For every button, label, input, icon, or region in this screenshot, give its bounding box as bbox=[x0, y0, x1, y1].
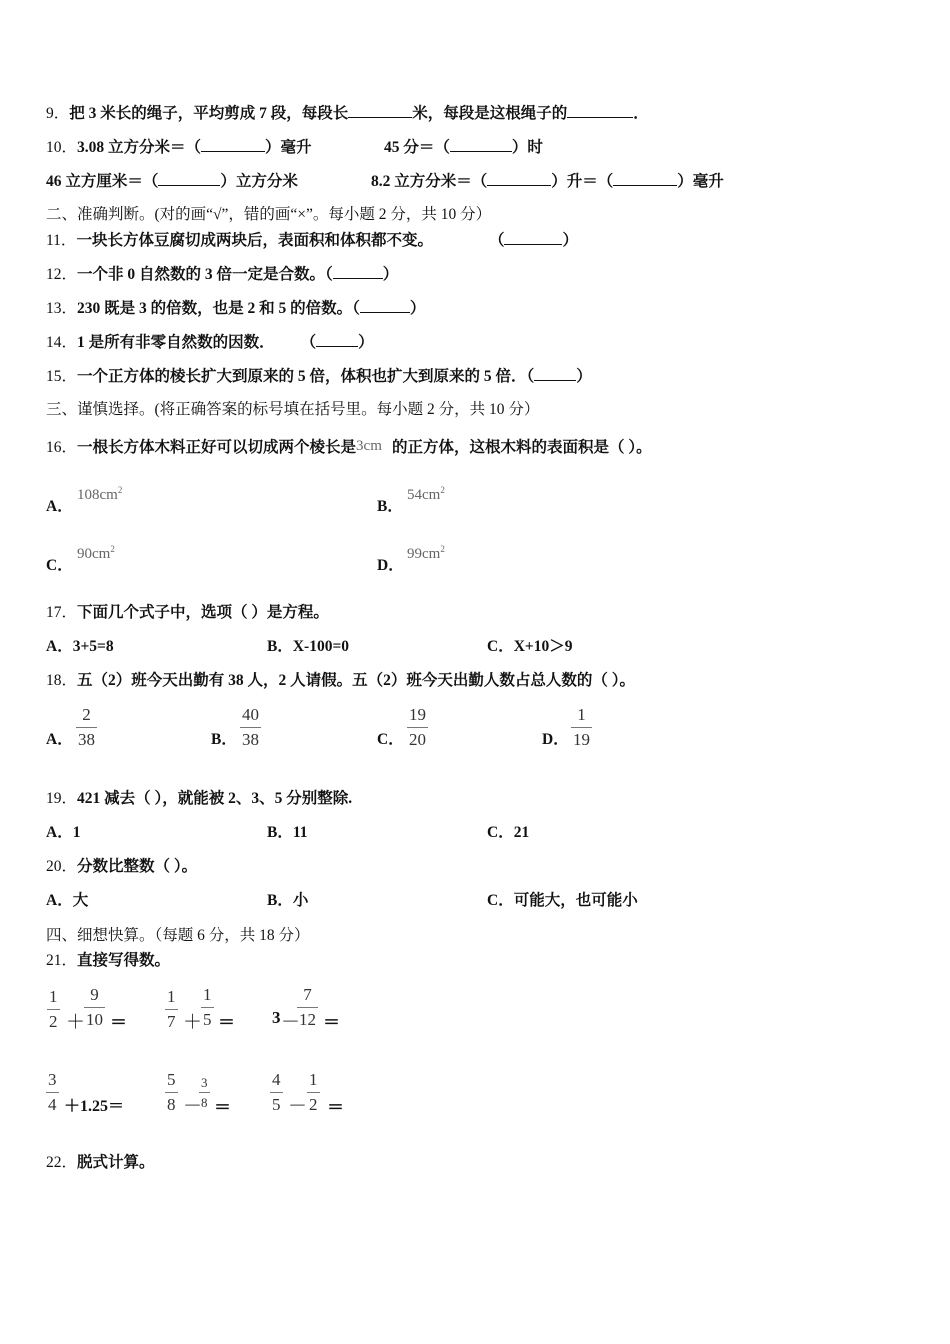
q16-option-d[interactable]: D． bbox=[377, 557, 404, 574]
section-2-heading: 二、准确判断。(对的画“√”，错的画“×”。每小题 2 分，共 10 分） bbox=[46, 206, 492, 223]
answer-blank[interactable] bbox=[613, 171, 677, 186]
e3-op: － bbox=[281, 1011, 301, 1033]
question-12: 12．一个非 0 自然数的 3 倍一定是合数。（ ） bbox=[46, 266, 399, 283]
section-4-heading: 四、细想快算。（每题 6 分，共 18 分） bbox=[46, 927, 310, 944]
question-22: 22．脱式计算。 bbox=[46, 1154, 155, 1171]
e6-frac2: 1 2 bbox=[309, 1070, 318, 1114]
e3-eq: ＝ bbox=[323, 1013, 340, 1032]
e6-op: － bbox=[288, 1095, 308, 1117]
q19-option-a[interactable]: A．1 bbox=[46, 824, 81, 841]
q19-option-c[interactable]: C．21 bbox=[487, 824, 530, 841]
q18-option-c-fraction: 19 20 bbox=[409, 705, 426, 749]
answer-blank[interactable] bbox=[158, 171, 220, 186]
question-14: 14．1 是所有非零自然数的因数． （ ） bbox=[46, 334, 374, 351]
question-16: 16．一根长方体木料正好可以切成两个棱长是 3cm 的正方体，这根木料的表面积是（ ）。 bbox=[46, 438, 652, 456]
q18-option-d[interactable]: D． bbox=[542, 731, 569, 748]
q17-option-a[interactable]: A．3+5=8 bbox=[46, 638, 114, 655]
e3-whole: 3 bbox=[272, 1008, 281, 1027]
e1-op: ＋ bbox=[66, 1011, 86, 1033]
q17-option-c[interactable]: C．X+10＞9 bbox=[487, 638, 573, 655]
question-18: 18．五（2）班今天出勤有 38 人，2 人请假。五（2）班今天出勤人数占总人数的（ ）。 bbox=[46, 672, 636, 689]
q16-option-c[interactable]: C． bbox=[46, 557, 73, 574]
q18-option-b[interactable]: B． bbox=[211, 731, 237, 748]
q16-option-a-value: $108cm^2$ bbox=[77, 485, 123, 503]
q19-option-b[interactable]: B．11 bbox=[267, 824, 308, 841]
question-10: 10．3.08 立方分米＝（ ）毫升 bbox=[46, 139, 312, 156]
unit-image: 3cm bbox=[356, 438, 382, 454]
question-19: 19．421 减去（ ），就能被 2、3、5 分别整除. bbox=[46, 790, 353, 807]
q16-option-d-value: $99cm^2$ bbox=[407, 544, 445, 562]
q20-option-b[interactable]: B．小 bbox=[267, 892, 309, 909]
e1-frac2: 9 10 bbox=[86, 985, 103, 1029]
e4-rest: ＋1.25＝ bbox=[64, 1098, 125, 1115]
question-11: 11．一块长方体豆腐切成两块后，表面积和体积都不变。 （ ） bbox=[46, 232, 578, 249]
q16-option-a[interactable]: A． bbox=[46, 498, 73, 515]
q20-option-c[interactable]: C．可能大，也可能小 bbox=[487, 892, 638, 909]
question-21: 21．直接写得数。 bbox=[46, 952, 171, 969]
e5-eq: ＝ bbox=[214, 1098, 231, 1117]
e1-frac1: 1 2 bbox=[49, 987, 58, 1031]
q18-option-c[interactable]: C． bbox=[377, 731, 404, 748]
answer-blank[interactable] bbox=[450, 137, 512, 152]
e5-frac2: 3 8 bbox=[201, 1075, 208, 1110]
answer-blank[interactable] bbox=[567, 103, 633, 118]
answer-blank[interactable] bbox=[487, 171, 551, 186]
q18-option-a[interactable]: A． bbox=[46, 731, 73, 748]
answer-blank[interactable] bbox=[348, 103, 412, 118]
answer-blank[interactable] bbox=[333, 264, 383, 279]
e6-eq: ＝ bbox=[327, 1098, 344, 1117]
question-13: 13．230 既是 3 的倍数，也是 2 和 5 的倍数。（ ） bbox=[46, 300, 426, 317]
answer-blank[interactable] bbox=[316, 332, 358, 347]
answer-blank[interactable] bbox=[504, 230, 562, 245]
e3-frac: 7 12 bbox=[299, 985, 316, 1029]
q16-option-b[interactable]: B． bbox=[377, 498, 403, 515]
q17-option-b[interactable]: B．X-100=0 bbox=[267, 638, 350, 655]
e2-op: ＋ bbox=[183, 1011, 203, 1033]
e6-frac1: 4 5 bbox=[272, 1070, 281, 1114]
answer-blank[interactable] bbox=[201, 137, 265, 152]
e5-frac1: 5 8 bbox=[167, 1070, 176, 1114]
question-20: 20．分数比整数（ ）。 bbox=[46, 858, 198, 875]
question-10-part4: 8.2 立方分米＝（ ）升＝（ ）毫升 bbox=[371, 173, 724, 190]
question-10-part2: 45 分＝（ ）时 bbox=[384, 139, 543, 156]
q18-option-a-fraction: 2 38 bbox=[78, 705, 95, 749]
e1-eq: ＝ bbox=[110, 1013, 127, 1032]
question-9: 9．把 3 米长的绳子，平均剪成 7 段，每段长 米，每段是这根绳子的 ． bbox=[46, 105, 649, 122]
q20-option-a[interactable]: A．大 bbox=[46, 892, 89, 909]
e2-frac2: 1 5 bbox=[203, 985, 212, 1029]
question-15: 15．一个正方体的棱长扩大到原来的 5 倍，体积也扩大到原来的 5 倍．（ ） bbox=[46, 368, 592, 385]
q18-option-b-fraction: 40 38 bbox=[242, 705, 259, 749]
q16-option-b-value: $54cm^2$ bbox=[407, 485, 445, 503]
q16-option-c-value: $90cm^2$ bbox=[77, 544, 115, 562]
answer-blank[interactable] bbox=[360, 298, 410, 313]
e5-op: － bbox=[183, 1095, 203, 1117]
e2-frac1: 1 7 bbox=[167, 987, 176, 1031]
section-3-heading: 三、谨慎选择。(将正确答案的标号填在括号里。每小题 2 分，共 10 分） bbox=[46, 401, 540, 418]
e2-eq: ＝ bbox=[218, 1013, 235, 1032]
question-10-part3: 46 立方厘米＝（ ）立方分米 bbox=[46, 173, 298, 190]
q18-option-d-fraction: 1 19 bbox=[573, 705, 590, 749]
question-17: 17．下面几个式子中，选项（ ）是方程。 bbox=[46, 604, 329, 621]
e4-frac: 3 4 bbox=[48, 1070, 57, 1114]
answer-blank[interactable] bbox=[534, 366, 576, 381]
